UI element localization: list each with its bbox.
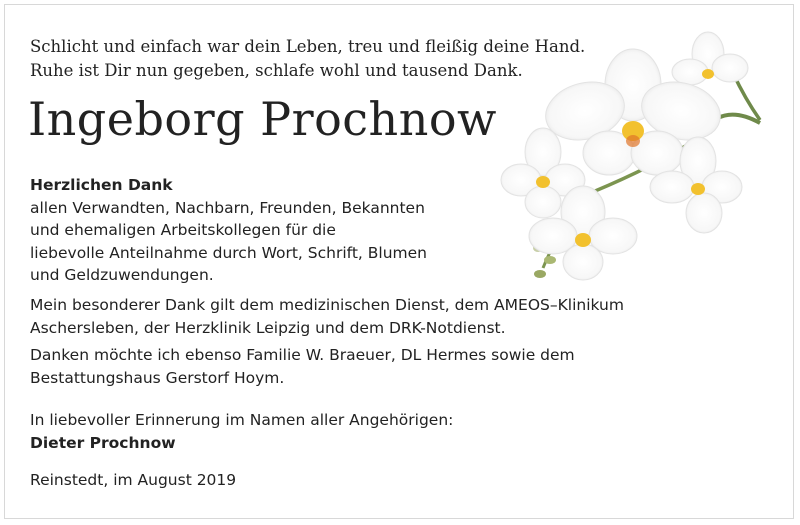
thanks-line: allen Verwandten, Nachbarn, Freunden, Bekannten (30, 198, 425, 217)
place-date: Reinstedt, im August 2019 (30, 471, 237, 489)
thanks-line: und Geldzuwendungen. (30, 266, 214, 284)
special-thanks-paragraph (30, 294, 624, 339)
thanks-block (30, 174, 427, 287)
paragraph-line: Bestattungshaus Gerstorf Hoym. (30, 368, 285, 387)
paragraph-line: Danken möchte ich ebenso Familie W. Braeuer, DL Hermes sowie dem (30, 346, 575, 364)
signatory-name: Dieter Prochnow (30, 433, 176, 452)
memory-block (30, 409, 453, 454)
poem-line-1: Schlicht und einfach war dein Leben, treu und fleißig deine Hand. (30, 37, 586, 56)
thanks-line: liebevolle Anteilnahme durch Wort, Schrift, Blumen (30, 243, 427, 262)
poem-line-2: Ruhe ist Dir nun gegeben, schlafe wohl und tausend Dank. (30, 61, 523, 80)
deceased-name: Ingeborg Prochnow (28, 92, 497, 146)
thanks-heading: Herzlichen Dank (30, 176, 173, 194)
family-thanks-paragraph (30, 344, 575, 389)
thanks-line: und ehemaligen Arbeitskollegen für die (30, 221, 336, 239)
memory-line: In liebevoller Erinnerung im Namen aller Angehörigen: (30, 411, 454, 429)
paragraph-line: Aschersleben, der Herzklinik Leipzig und dem DRK-Notdienst. (30, 318, 506, 337)
paragraph-line: Mein besonderer Dank gilt dem medizinischen Dienst, dem AMEOS–Klinikum (30, 296, 624, 314)
orchid-image (498, 28, 768, 288)
